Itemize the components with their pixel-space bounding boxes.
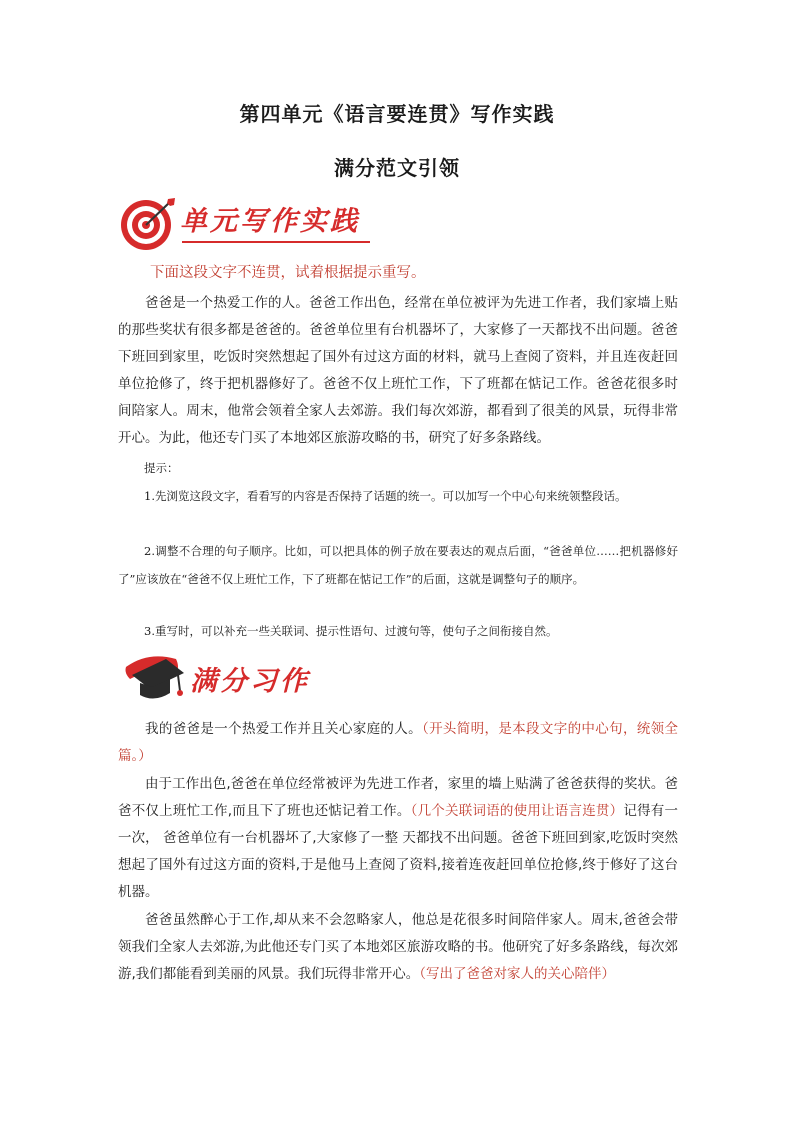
instruction-text: 下面这段文字不连贯，试着根据提示重写。: [150, 265, 426, 281]
section-banner-practice: [118, 195, 388, 255]
hint-item: 2.调整不合理的句子顺序。比如，可以把具体的例子放在要表达的观点后面，“爸爸单位……把机器修好了”应该放在“爸爸不仅上班忙工作，下了班都在惦记工作”的后面，这就是调整句子的顺序。: [118, 544, 678, 586]
target-icon: [118, 195, 178, 255]
essay-paragraph: [118, 716, 678, 770]
document-title: 第四单元《语言要连贯》写作实践: [239, 102, 555, 126]
essay-text: 我的爸爸是一个热爱工作并且关心家庭的人。: [145, 721, 422, 737]
banner-title: 单元写作实践: [180, 206, 360, 237]
document-subtitle: 满分范文引领: [334, 156, 460, 180]
essay-text: 记得有一一次， 爸爸单位有一台机器坏了,大家修了一整 天都找不出问题。爸爸下班回到家,吃饭时突然想起了国外有过这方面的资料,于是他马上查阅了资料,接着连夜赶回单位抢修,终于修好了这台机器。: [118, 803, 679, 900]
banner-title: 满分习作: [190, 666, 310, 697]
hint-item: 1.先浏览这段文字，看看写的内容是否保持了话题的统一。可以加写一个中心句来统领整段话。: [144, 489, 627, 503]
hint-item: 3.重写时，可以补充一些关联词、提示性语句、过渡句等，使句子之间衔接自然。: [144, 624, 558, 638]
essay-text: 由于工作出色,爸爸在单位经常被评为先进工作者，家里的墙上贴满了爸爸获得的奖状。爸爸不仅上班忙工作,而且下了班也还惦记着工作。: [118, 776, 678, 819]
essay-text: 爸爸虽然醉心于工作,却从来不会忽略家人，他总是花很多时间陪伴家人。周末,爸爸会带领我们全家人去郊游,为此他还专门买了本地郊区旅游攻略的书。他研究了好多条路线，每次郊游,我们都能看到美丽的风景。我们玩得非常开心。: [118, 912, 678, 982]
graduation-cap-icon: [118, 645, 190, 705]
essay-annotation: （写出了爸爸对家人的关心陪伴）: [419, 966, 616, 982]
source-paragraph: 爸爸是一个热爱工作的人。爸爸工作出色，经常在单位被评为先进工作者，我们家墙上贴的那些奖状有很多都是爸爸的。爸爸单位里有台机器坏了，大家修了一天都找不出问题。爸爸下班回到家里，吃饭时突然想起了国外有过这方面的材料，就马上查阅了资料，并且连夜赶回单位抢修了，终于把机器修好了。爸爸不仅上班忙工作，下了班都在惦记工作。爸爸花很多时间陪家人。周末，他常会领着全家人去郊游。我们每次郊游，都看到了很美的风景，玩得非常开心。为此，他还专门买了本地郊区旅游攻略的书，研究了好多条路线。: [118, 295, 678, 446]
essay-annotation: （开头简明，是本段文字的中心句，统领全篇。）: [118, 721, 679, 764]
essay-paragraph: [118, 771, 678, 906]
essay-paragraph: [118, 907, 678, 988]
banner-underline: [182, 241, 370, 243]
section-banner-essay: [118, 645, 338, 705]
essay-annotation: （几个关联词语的使用让语言连贯）: [410, 803, 624, 819]
hints-label: 提示：: [144, 461, 179, 475]
